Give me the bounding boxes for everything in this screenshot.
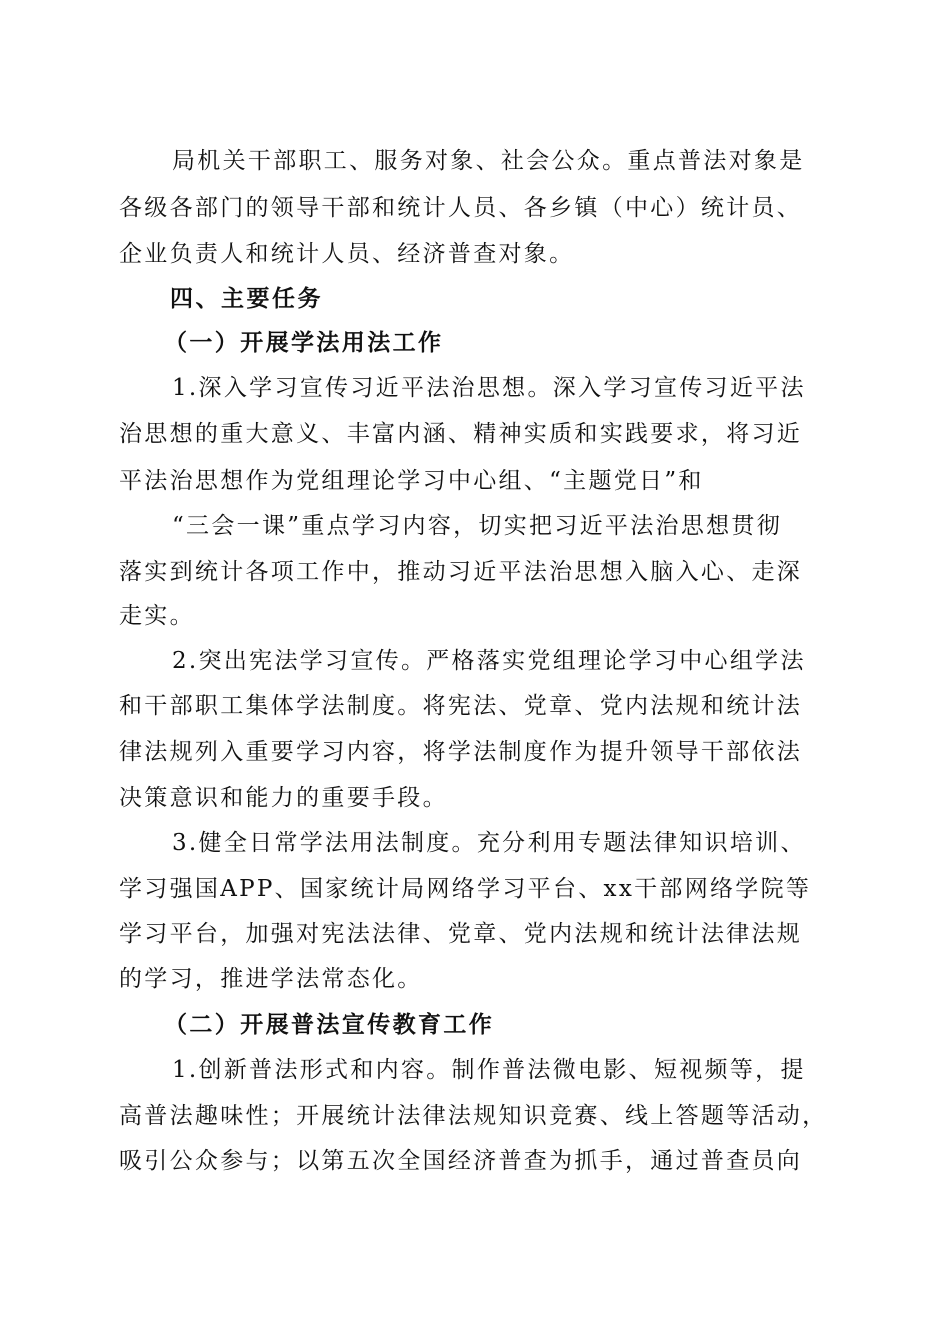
- text-line: 落实到统计各项工作中，推动习近平法治思想入脑入心、走深: [119, 559, 803, 585]
- text-line: 学习平台，加强对宪法法律、党章、党内法规和统计法律法规: [119, 921, 803, 947]
- text-line: 2.突出宪法学习宣传。严格落实党组理论学习中心组学法: [172, 648, 806, 674]
- text-line: 平法治思想作为党组理论学习中心组、“主题党日”和: [119, 468, 704, 494]
- text-line: 和干部职工集体学法制度。将宪法、党章、党内法规和统计法: [119, 693, 803, 719]
- text-line: 走实。: [119, 603, 195, 629]
- section-heading: 四、主要任务: [170, 286, 323, 312]
- text-line: 局机关干部职工、服务对象、社会公众。重点普法对象是: [172, 148, 805, 174]
- text-line: 决策意识和能力的重要手段。: [119, 785, 448, 811]
- subsection-heading: （二）开展普法宣传教育工作: [164, 1011, 495, 1038]
- text-line: 各级各部门的领导干部和统计人员、各乡镇（中心）统计员、: [119, 195, 803, 221]
- text-line: 吸引公众参与；以第五次全国经济普查为抓手，通过普查员向: [119, 1148, 803, 1174]
- text-line: 3.健全日常学法用法制度。充分利用专题法律知识培训、: [172, 830, 806, 856]
- text-line: 企业负责人和统计人员、经济普查对象。: [119, 241, 575, 267]
- text-line: 1.创新普法形式和内容。制作普法微电影、短视频等，提: [172, 1057, 806, 1083]
- text-line: 学习强国APP、国家统计局网络学习平台、xx干部网络学院等: [119, 876, 812, 902]
- text-line: “三会一课”重点学习内容，切实把习近平法治思想贯彻: [172, 513, 783, 539]
- text-line: 的学习，推进学法常态化。: [119, 966, 423, 992]
- text-line: 律法规列入重要学习内容，将学法制度作为提升领导干部依法: [119, 739, 803, 765]
- text-line: 高普法趣味性；开展统计法律法规知识竞赛、线上答题等活动，: [119, 1103, 828, 1129]
- subsection-heading: （一）开展学法用法工作: [164, 329, 444, 356]
- text-line: 治思想的重大意义、丰富内涵、精神实质和实践要求，将习近: [119, 421, 803, 447]
- text-line: 1.深入学习宣传习近平法治思想。深入学习宣传习近平法: [172, 375, 806, 401]
